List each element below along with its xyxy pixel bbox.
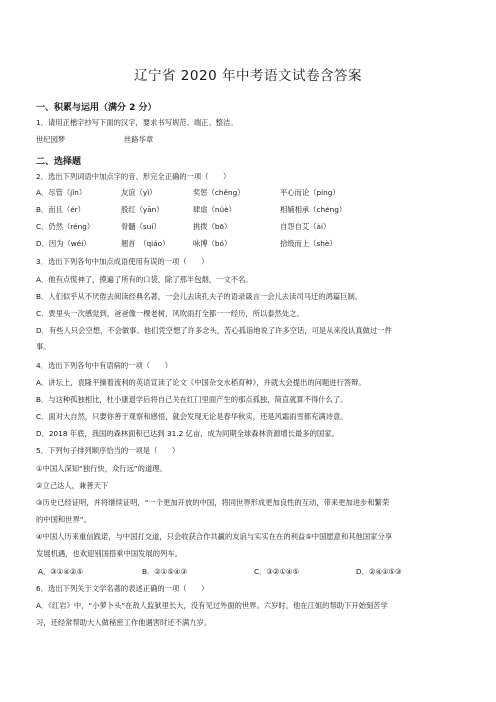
question-4: 4．选出下列各句中有语病的一项（ ）	[36, 361, 172, 370]
q3-option-b: B．人们似乎从不厌倦去阅读经典名著，一会儿去读孔夫子的语录箴言一会儿去读司马迁的鸿篇巨制。	[36, 292, 363, 301]
copy-word-2: 丝路华章	[124, 135, 154, 144]
q2-option: A．尽管（jǐn）	[36, 188, 87, 197]
page-title: 辽宁省 2020 年中考语文试卷含答案	[134, 68, 362, 84]
q5-option: D．②④①⑤③	[356, 567, 402, 576]
q4-option-c: C．面对大自然，只要你善于观察和感悟，就会发现无论是春华秋实，还是风霜雨雪都充满诗意。	[36, 412, 348, 421]
q5-sentence-3: ③历史已经证明，并将继续证明，“一个更加开放的中国，将同世界形成更加良性的互动，带来更加进步和繁荣	[36, 498, 390, 507]
q2-option: 平心而论（píng）	[280, 188, 340, 197]
q5-sentence-4: ④中国人历来重信践诺，与中国打交道，只会收获合作共赢的友谊与实实在在的利益⑤中国愿意和其他国家分享	[36, 532, 393, 541]
section-heading-1: 一、积累与运用（满分 2 分）	[36, 103, 157, 113]
q5-option: B．②①⑤④③	[142, 567, 188, 576]
question-3: 3．选出下列各句中加点成语使用有误的一项（ ）	[36, 257, 209, 266]
q2-option: 相辅相承（chéng）	[280, 205, 347, 214]
q5-sentence-2: ②立己达人，兼善天下	[36, 481, 109, 490]
q5-sentence-4-cont: 发展机遇，也欢迎别国搭乘中国发展的列车。	[36, 549, 182, 558]
q5-option: A．③①④②⑤	[38, 567, 83, 576]
q2-option: 骨髓（suí）	[121, 222, 161, 231]
q2-option: 挑拨（bō）	[193, 222, 232, 231]
q3-option-d: D．有些人只会空想，不会做事。他们凭空想了许多念头，苦心孤诣地说了许多空话，可是从来没认真做过一件	[36, 326, 392, 335]
section-heading-2: 二、选择题	[36, 157, 82, 167]
q3-option-a: A．他有点慌神了，摸遍了所有的口袋，除了那半包烟，一文不名。	[36, 275, 253, 284]
q2-option: C．仍然（réng）	[36, 222, 95, 231]
question-2: 2．选出下列词语中加点字的音、形完全正确的一项（ ）	[36, 172, 231, 181]
q2-option: 咏博（bó）	[193, 239, 232, 248]
q2-option: 友谊（yì）	[121, 188, 157, 197]
q4-option-b: B．与这种孤独相比，杜小康退学后将自己关在红门里面产生的那点孤独，简直就算不得什么了。	[36, 395, 348, 404]
q3-option-d-cont: 事。	[36, 342, 51, 351]
q5-option: C．③②①④⑤	[254, 567, 300, 576]
q6-option-a: A．《红岩》中，“小萝卜头”在敌人监狱里长大，没有见过外面的世界。六岁时，他在江姐的帮助下开始刻苦学	[36, 601, 388, 610]
q6-option-a-cont: 习，还经常帮助大人做秘密工作他遇害时还不满九岁。	[36, 618, 212, 627]
q4-option-a: A．讲坛上，袁隆平操着流利的英语宣读了论文《中国杂交水稻育种》，并就大会提出的问题进行答辩。	[36, 378, 366, 387]
question-1: 1．请用正楷字抄写下面的汉字，要求书写规范、端正、整洁。	[36, 118, 238, 127]
q2-option: 翘首 （qiáo）	[121, 239, 170, 248]
q2-option: 殷红（yān）	[121, 205, 164, 214]
question-6: 6．选出下列关于文学名著的表述正确的一项（ ）	[36, 584, 209, 593]
q2-option: B．而且（ér）	[36, 205, 85, 214]
q5-sentence-1: ①中国人深知“独行快，众行远”的道理。	[36, 464, 167, 473]
q3-option-c: C．贾里头一次感觉到，爸爸像一棵老树，风吹雨打全都一一经历，所以泰然处之。	[36, 309, 304, 318]
q2-option: 自怨自艾（ài）	[280, 222, 331, 231]
q2-option: 拾级而上（shè）	[280, 239, 337, 248]
q5-sentence-3-cont: 的中国和世界”。	[36, 515, 91, 524]
question-5: 5．下列句子排列顺序恰当的一项是（ ）	[36, 446, 180, 455]
q4-option-d: D．2018 年底，我国的森林面积已达到 31.2 亿亩，成为同期全球森林资源增长最多的国家。	[36, 429, 339, 438]
q2-option: D．因为（wéi）	[36, 239, 91, 248]
q2-option: 肆虐（nüè）	[193, 205, 236, 214]
copy-word-1: 世纪园梦	[36, 135, 66, 144]
q2-option: 奖惩（chěng）	[193, 188, 245, 197]
